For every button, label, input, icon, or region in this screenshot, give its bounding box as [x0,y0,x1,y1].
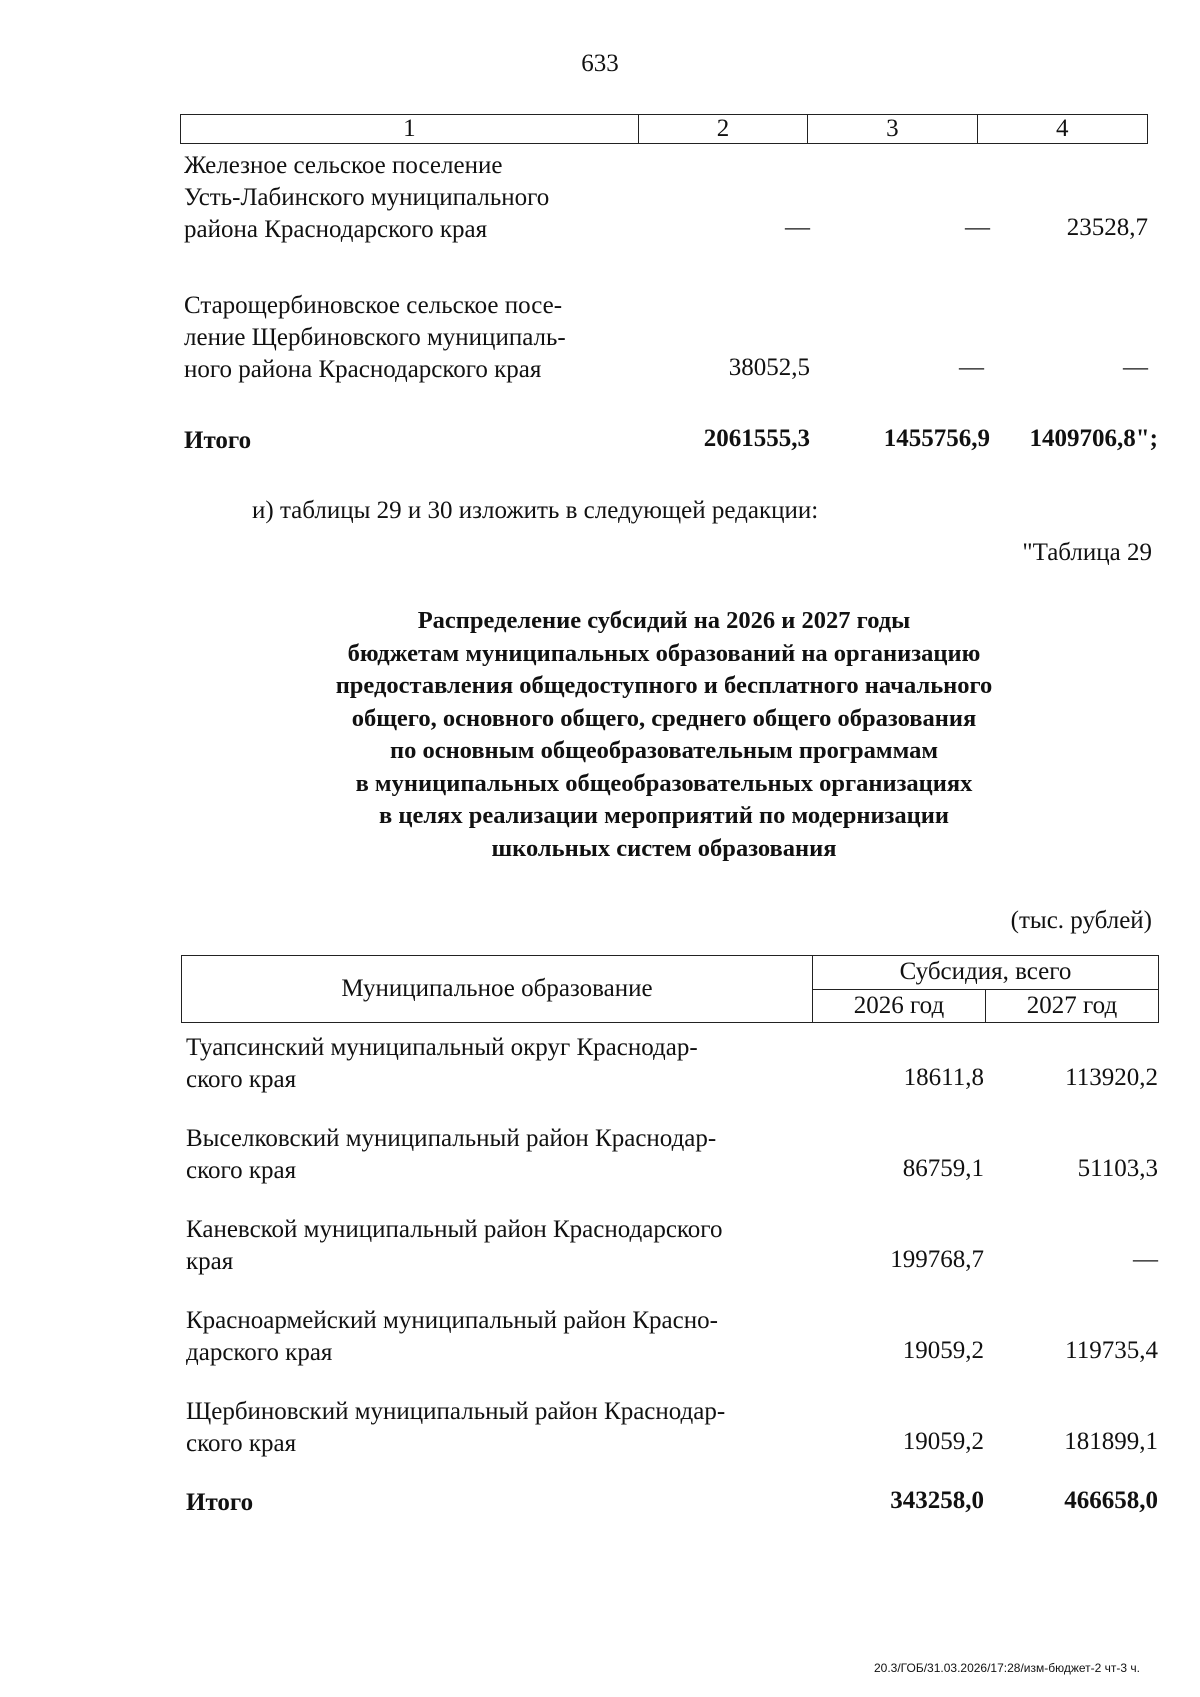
table1-header [180,114,1148,144]
table2-row3-name: Каневской муниципальный район Краснодарского края [186,1216,723,1275]
table2-row4-name: Красноармейский муниципальный район Красно- дарского края [186,1307,718,1366]
table2-total-val2027: 466658,0 [1064,1487,1158,1514]
table2-row2-val2027: 51103,3 [1077,1155,1158,1182]
table2-col-2026-header: 2026 год [813,989,986,1023]
table2-row1-val2026: 18611,8 [903,1064,984,1091]
table2-col-name-header: Муниципальное образование [182,956,813,1023]
table1-col1-header: 1 [181,115,639,144]
table2-col-2027-header: 2027 год [986,989,1159,1023]
table2-row4-val2027: 119735,4 [1065,1337,1158,1364]
table1-row1-name: Железное сельское поселение Усть-Лабинского муниципального района Краснодарского края [184,152,550,243]
table-title: Распределение субсидий на 2026 и 2027 годы бюджетам муниципальных образований на организацию предоставления общедоступного и бесплатного начального общего, основного общего, среднего общего образования по основным общеобразовательным программам в муниципальных общеобразовательных организациях в целях реализации мероприятий по модернизации школьных систем образования [335,607,993,862]
table2-row2-name: Выселковский муниципальный район Краснодар- ского края [186,1125,717,1184]
table2-row3-val2027: — [1133,1246,1158,1273]
table1-total-val3: 1409706,8"; [1029,425,1158,452]
table1-total-val1: 2061555,3 [703,425,810,452]
table2-header [181,955,1159,1023]
table1-row1-val3: 23528,7 [1066,214,1148,241]
table2-col-group-header: Субсидия, всего [813,956,1159,990]
table2-row1-val2027: 113920,2 [1065,1064,1158,1091]
units-label: (тыс. рублей) [1010,907,1152,934]
table2-row2-val2026: 86759,1 [902,1155,984,1182]
table2-row5-val2026: 19059,2 [902,1428,984,1455]
footer-code: 20.3/ГОБ/31.03.2026/17:28/изм-бюджет-2 чт-3 ч. [873,1661,1140,1675]
table-label: "Таблица 29 [1022,539,1152,566]
table2-row1-name: Туапсинский муниципальный округ Краснодар- ского края [186,1034,698,1093]
table1-row2-val2: — [959,354,984,381]
table2-row4-val2026: 19059,2 [902,1337,984,1364]
instruction-text: и) таблицы 29 и 30 изложить в следующей редакции: [252,497,819,524]
table1-total-label: Итого [184,427,252,454]
table2-row3-val2026: 199768,7 [890,1246,984,1273]
table1-row1-val1: — [785,214,810,241]
table1-col2-header: 2 [638,115,807,144]
page-number: 633 [581,50,619,77]
table1-total-val2: 1455756,9 [883,425,990,452]
table2-row5-name: Щербиновский муниципальный район Краснодар- ского края [186,1398,726,1457]
table1-row2-name: Старощербиновское сельское посе- ление Щербиновского муниципаль- ного района Краснодарского края [184,292,566,383]
table1-col4-header: 4 [977,115,1147,144]
table1-row1-val2: — [965,214,990,241]
table2-total-val2026: 343258,0 [890,1487,984,1514]
table2-row5-val2027: 181899,1 [1064,1428,1158,1455]
table1-row2-val1: 38052,5 [728,354,810,381]
table1-row2-val3: — [1123,354,1148,381]
table2-total-label: Итого [186,1489,254,1516]
table1-col3-header: 3 [808,115,977,144]
